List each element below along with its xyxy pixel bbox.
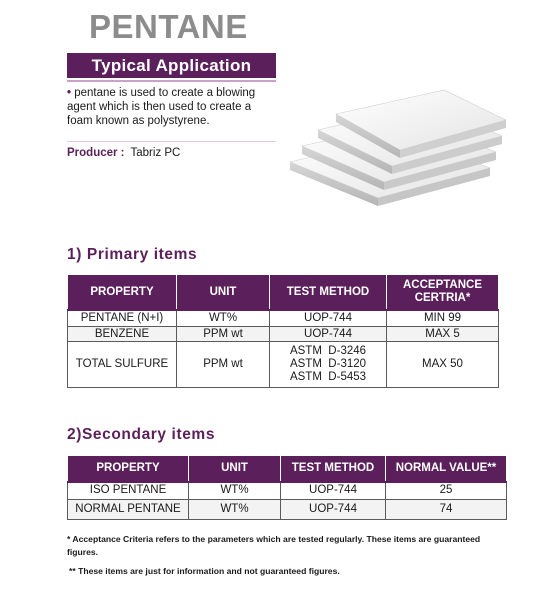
table-header-row [68,456,507,482]
unit-cell: WT% [189,500,281,520]
unit-cell: WT% [189,482,281,500]
test-method-line: ASTM D-5453 [289,371,367,383]
table-row [68,310,499,327]
value-cell: MAX 5 [387,327,499,342]
value-cell: 74 [386,500,507,520]
unit-cell: PPM wt [177,327,270,342]
application-text: pentane is used to create a blowing agent which is then used to create a foam known as polystyrene. [67,87,256,127]
acceptance-criteria-note: * Acceptance Criteria refers to the parameters which are tested regularly. These items are guaranteed figures. [67,534,481,557]
secondary-items-table [67,455,507,520]
test-method-cell: UOP-744 [270,327,387,342]
value-cell: MAX 50 [387,342,499,388]
column-header-unit: UNIT [177,275,270,310]
column-header-property: PROPERTY [68,275,177,310]
information-note: ** These items are just for information and not guaranteed figures. [69,566,340,576]
test-method-cell: UOP-744 [281,500,386,520]
producer-divider [67,141,276,142]
producer-value: Tabriz PC [130,147,181,159]
producer-label: Producer : [67,147,125,159]
secondary-items-title: 2)Secondary items [67,426,216,443]
bullet-icon: • [67,87,72,99]
test-method-cell: UOP-744 [270,310,387,327]
value-cell: MIN 99 [387,310,499,327]
table-row [68,327,499,342]
column-header-normal-value: NORMAL VALUE** [386,456,507,482]
application-description [67,86,279,128]
property-cell: NORMAL PENTANE [68,500,189,520]
property-cell: ISO PENTANE [68,482,189,500]
producer-line [67,147,180,159]
column-header-property: PROPERTY [68,456,189,482]
page-title: PENTANE [89,8,248,45]
unit-cell: PPM wt [177,342,270,388]
test-method-line: ASTM D-3246 [289,345,367,357]
column-header-test-method: TEST METHOD [270,275,387,310]
test-method-cell: UOP-744 [281,482,386,500]
property-cell: TOTAL SULFURE [68,342,177,388]
table-header-row [68,275,499,310]
test-method-line: ASTM D-3120 [289,358,367,370]
unit-cell: WT% [177,310,270,327]
column-header-acceptance: ACCEPTANCE CERTRIA* [387,275,499,310]
column-header-unit: UNIT [189,456,281,482]
column-header-test-method: TEST METHOD [281,456,386,482]
typical-application-header: Typical Application [67,53,276,78]
primary-items-table [67,274,499,388]
property-cell: PENTANE (N+I) [68,310,177,327]
table-row [68,482,507,500]
primary-items-title: 1) Primary items [67,246,198,263]
header-underline [67,80,276,82]
table-row [68,342,499,388]
value-cell: 25 [386,482,507,500]
table-row [68,500,507,520]
property-cell: BENZENE [68,327,177,342]
foam-sheets-image [280,80,510,215]
test-method-cell [270,342,387,388]
